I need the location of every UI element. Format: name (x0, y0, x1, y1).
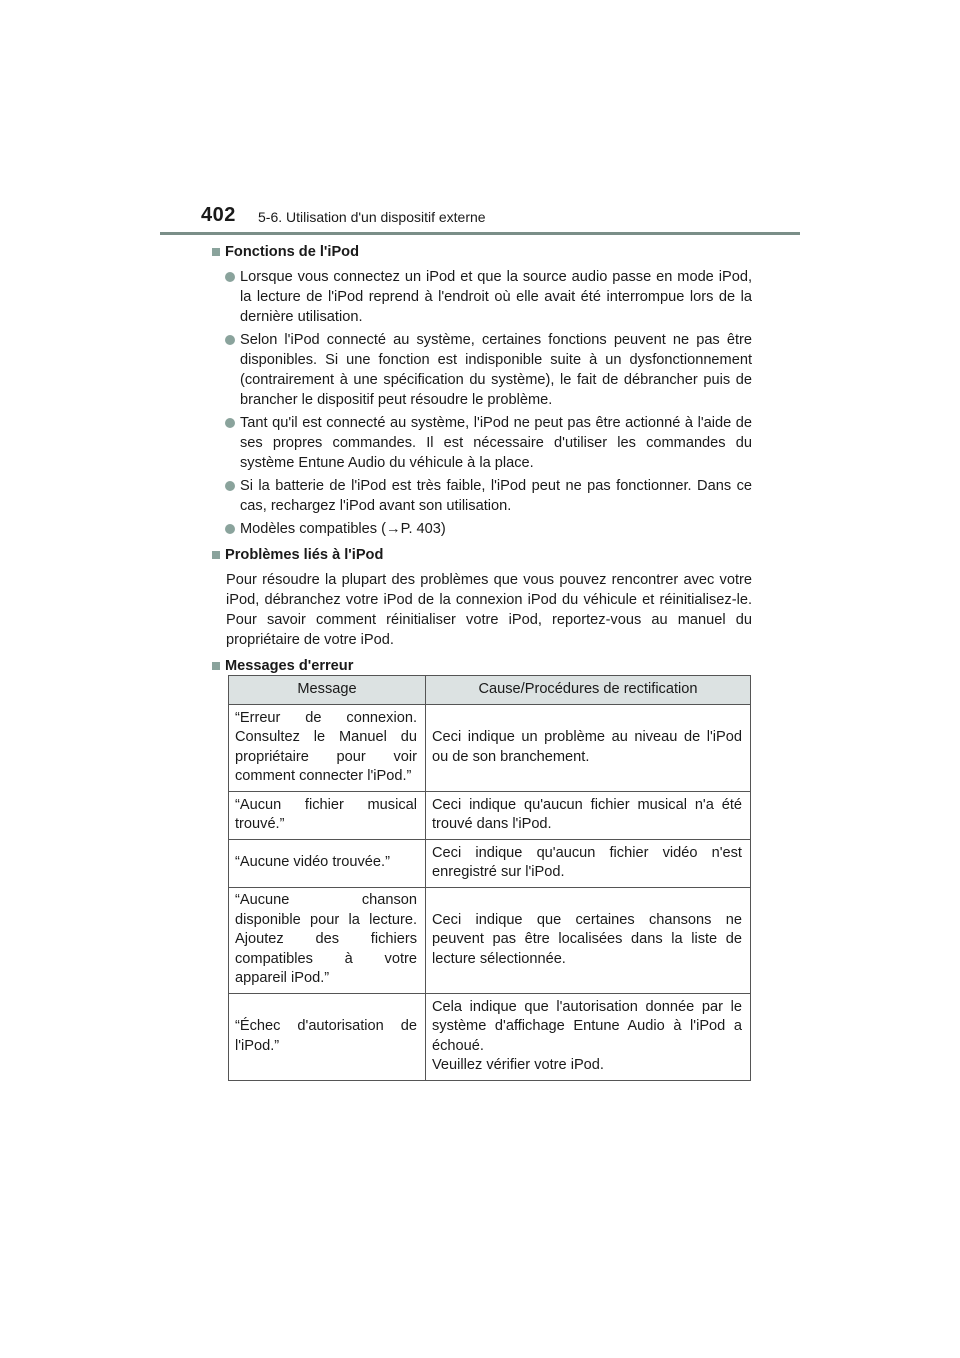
section-heading-problemes (212, 545, 752, 565)
table-row (229, 840, 751, 888)
round-bullet-icon (225, 335, 235, 345)
table-row (229, 792, 751, 840)
problemes-paragraph: Pour résoudre la plupart des problèmes que vous pouvez rencontrer avec votre iPod, débranchez votre iPod de la connexion iPod du véhicule et réinitialisez-le. Pour savoir comment réinitialiser votre iPod, reportez-vous au manuel du propriétaire de votre iPod. (226, 572, 752, 648)
column-header-message: Message (229, 676, 426, 705)
bullet-item (212, 267, 752, 327)
table-header-row (229, 676, 751, 705)
section-heading-text: Messages d'erreur (225, 658, 354, 674)
bullet-text: Lorsque vous connectez un iPod et que la source audio passe en mode iPod, la lecture de l'iPod reprend à l'endroit où elle avait été interrompue lors de la dernière utilisation. (240, 269, 752, 325)
message-cell: “Aucune vidéo trouvée.” (229, 840, 426, 888)
section-header-title: 5-6. Utilisation d'un dispositif externe (258, 209, 486, 225)
message-cell: “Aucune chanson disponible pour la lecture. Ajoutez des fichiers compatibles à votre appareil iPod.” (229, 888, 426, 994)
cause-cell: Ceci indique que certaines chansons ne peuvent pas être localisées dans la liste de lecture sélectionnée. (426, 888, 751, 994)
table-row (229, 705, 751, 792)
page-number: 402 (201, 204, 236, 226)
bullet-text: Tant qu'il est connecté au système, l'iPod ne peut pas être actionné à l'aide de ses propres commandes. Il est nécessaire d'utiliser les commandes du système Entune Audio du véhicule à la place. (240, 415, 752, 471)
cause-cell: Ceci indique qu'aucun fichier vidéo n'est enregistré sur l'iPod. (426, 840, 751, 888)
message-cell: “Aucun fichier musical trouvé.” (229, 792, 426, 840)
error-messages-table (228, 675, 751, 1081)
square-bullet-icon (212, 662, 220, 670)
section-heading-text: Fonctions de l'iPod (225, 244, 360, 260)
bullet-item (212, 330, 752, 410)
table-row (229, 994, 751, 1081)
bullet-text: Modèles compatibles (→P. 403) (240, 521, 446, 537)
round-bullet-icon (225, 418, 235, 428)
column-header-cause: Cause/Procédures de rectification (426, 676, 751, 705)
cause-cell: Cela indique que l'autorisation donnée par le système d'affichage Entune Audio à l'iPod a échoué. Veuillez vérifier votre iPod. (426, 994, 751, 1081)
bullet-item (212, 519, 752, 539)
round-bullet-icon (225, 481, 235, 491)
bullet-text: Selon l'iPod connecté au système, certaines fonctions peuvent ne pas être disponibles. Si une fonction est indisponible suite à un dysfonctionnement (contrairement à une spécification du système), le fait de débrancher puis de brancher le dispositif peut résoudre le problème. (240, 332, 752, 408)
message-cell: “Erreur de connexion. Consultez le Manuel du propriétaire pour voir comment connecter l'iPod.” (229, 705, 426, 792)
bullet-text: Si la batterie de l'iPod est très faible, l'iPod peut ne pas fonctionner. Dans ce cas, rechargez l'iPod avant son utilisation. (240, 478, 752, 514)
square-bullet-icon (212, 248, 220, 256)
cause-cell: Ceci indique qu'aucun fichier musical n'a été trouvé dans l'iPod. (426, 792, 751, 840)
bullet-item (212, 413, 752, 473)
table-row (229, 888, 751, 994)
section-heading-fonctions (212, 242, 752, 262)
section-heading-text: Problèmes liés à l'iPod (225, 547, 384, 563)
header-divider (160, 232, 800, 235)
cause-cell: Ceci indique un problème au niveau de l'iPod ou de son branchement. (426, 705, 751, 792)
bullet-item (212, 476, 752, 516)
section-heading-messages (212, 656, 752, 676)
round-bullet-icon (225, 524, 235, 534)
round-bullet-icon (225, 272, 235, 282)
message-cell: “Échec d'autorisation de l'iPod.” (229, 994, 426, 1081)
square-bullet-icon (212, 551, 220, 559)
page-content (212, 242, 752, 681)
